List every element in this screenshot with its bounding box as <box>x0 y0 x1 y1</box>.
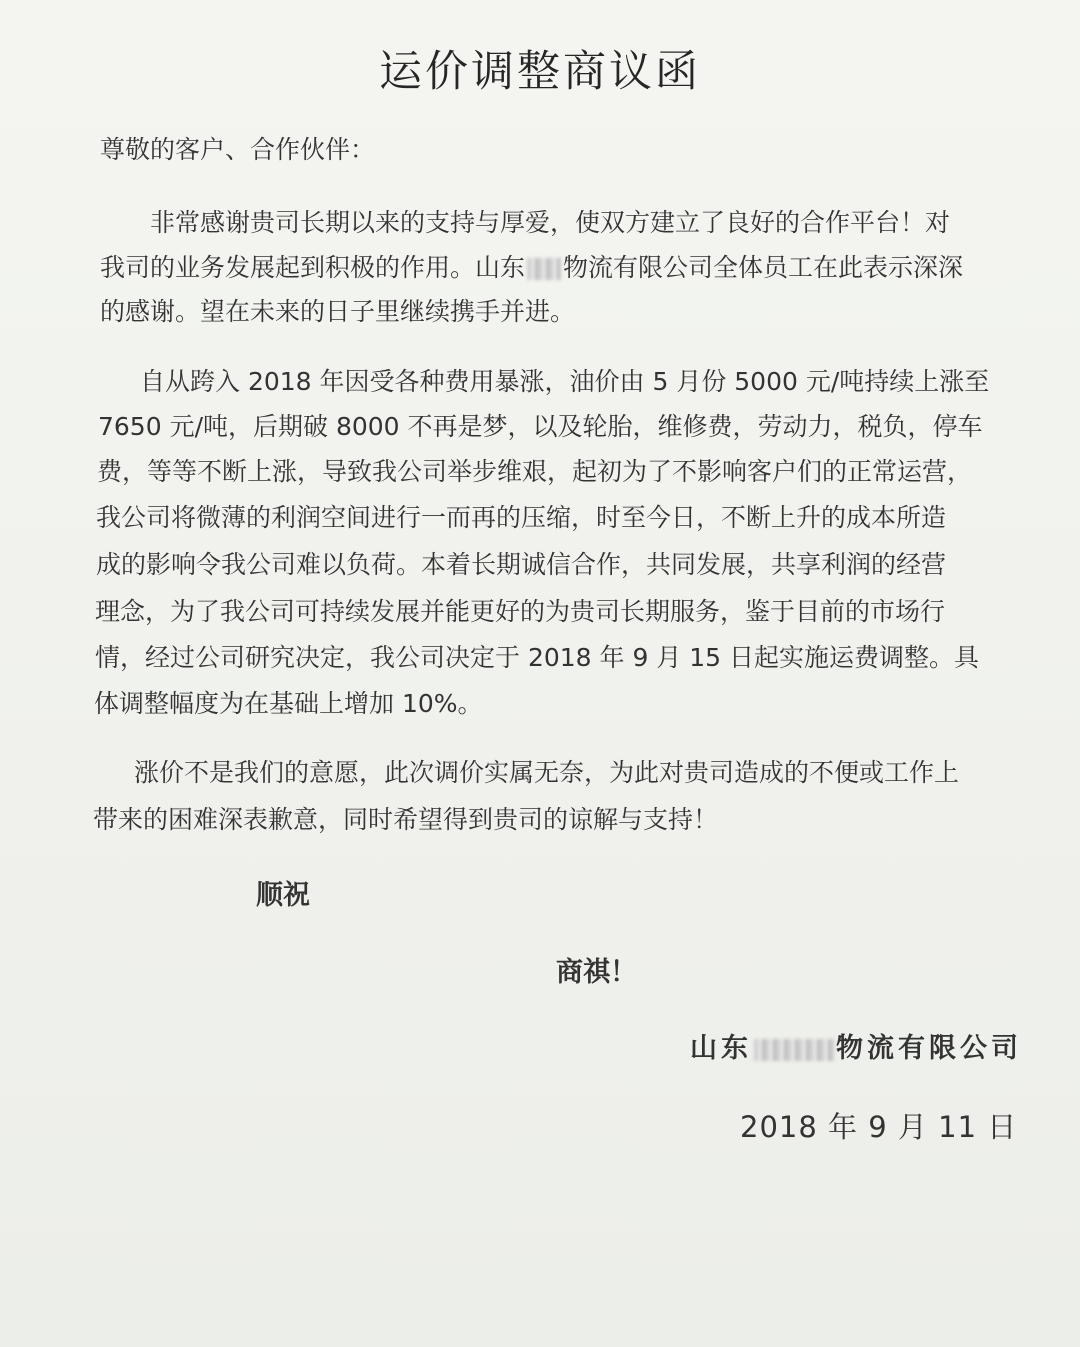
paragraph1-line3: 的感谢。望在未来的日子里继续携手并进。 <box>100 297 576 326</box>
paragraph1-line2 <box>100 248 963 284</box>
paragraph2-line5: 成的影响令我公司难以负荷。本着长期诚信合作，共同发展，共享利润的经营 <box>96 550 947 579</box>
paragraph3-line2: 带来的困难深表歉意，同时希望得到贵司的谅解与支持！ <box>93 805 719 834</box>
paragraph2-line2: 7650 元/吨，后期破 8000 不再是梦，以及轮胎，维修费，劳动力，税负，停车 <box>98 412 983 441</box>
redacted-blur <box>754 1039 834 1061</box>
signature-prefix: 山东 <box>690 1033 752 1064</box>
paragraph1-line2-mid: 东 <box>500 253 526 282</box>
paragraph3-line1: 涨价不是我们的意愿，此次调价实属无奈，为此对贵司造成的不便或工作上 <box>134 758 960 787</box>
greeting: 尊敬的客户、合作伙伴： <box>100 135 376 164</box>
paragraph1-line1: 非常感谢贵司长期以来的支持与厚爱，使双方建立了良好的合作平台！对 <box>150 208 951 237</box>
paragraph2-line8: 体调整幅度为在基础上增加 10%。 <box>94 689 483 718</box>
signature-suffix: 物流有限公司 <box>836 1033 1022 1064</box>
paragraph2-line1: 自从跨入 2018 年因受各种费用暴涨，油价由 5 月份 5000 元/吨持续上涨至 <box>140 367 990 396</box>
paragraph2-line3: 费，等等不断上涨，导致我公司举步维艰，起初为了不影响客户们的正常运营， <box>97 457 973 486</box>
closing-regards: 商祺！ <box>556 957 637 988</box>
paragraph1-line2-before: 我司的业务发展起到积极的作用。山 <box>100 253 501 282</box>
letter-date: 2018 年 9 月 11 日 <box>740 1110 1018 1144</box>
closing-wish: 顺祝 <box>256 880 310 911</box>
paragraph2-line6: 理念，为了我公司可持续发展并能更好的为贵司长期服务，鉴于目前的市场行 <box>95 597 946 626</box>
paragraph1-line2-after: 物流有限公司全体员工在此表示深深 <box>563 253 964 282</box>
paragraph2-line7: 情，经过公司研究决定，我公司决定于 2018 年 9 月 15 日起实施运费调整。具 <box>95 643 980 672</box>
redacted-blur <box>527 258 561 280</box>
letter-title: 运价调整商议函 <box>379 47 701 97</box>
paragraph2-line4: 我公司将微薄的利润空间进行一而再的压缩，时至今日，不断上升的成本所造 <box>96 503 947 532</box>
company-signature <box>690 1026 1022 1065</box>
